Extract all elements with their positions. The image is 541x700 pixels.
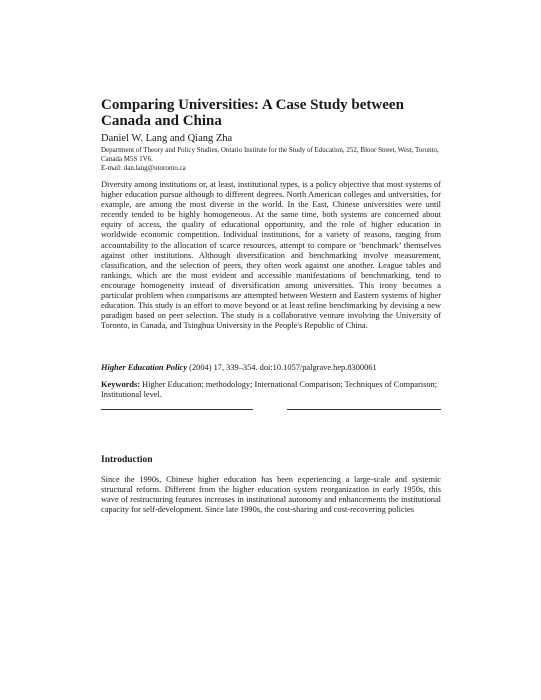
citation-details[interactable]: (2004) 17, 339–354. doi:10.1057/palgrave.hep.8300061 bbox=[189, 363, 377, 372]
keywords-label: Keywords: bbox=[101, 380, 141, 389]
authors: Daniel W. Lang and Qiang Zha bbox=[101, 133, 233, 144]
citation bbox=[101, 363, 441, 373]
affiliation-block bbox=[101, 146, 441, 173]
introduction-text: Since the 1990s, Chinese higher education has been experiencing a large-scale and systemic structural reform. Different from the higher education system reorganization in early 1950s, this wave of restructuring features increases in institutional autonomy and enhancements the institutional capacity for self-development. Since late 1990s, the cost-sharing and cost-recovering policies bbox=[101, 475, 441, 515]
keywords-text: Higher Education; methodology; International Comparison; Techniques of Comparison; Institutional level. bbox=[101, 380, 438, 400]
email-address[interactable]: E-mail: dan.lang@utoronto.ca bbox=[101, 164, 186, 172]
keywords bbox=[101, 380, 441, 400]
separator-right bbox=[287, 409, 441, 410]
separator-left bbox=[101, 409, 253, 410]
abstract: Diversity among institutions or, at least, institutional types, is a policy objective that most systems of higher education pursue although to different degrees. North American colleges and universities, for example, are among the most diverse in the world. In the East, Chinese universities were until recently tended to be highly homogeneous. At the same time, both systems are concerned about equity of access, the quality of educational opportunity, and the role of higher education in worldwide economic competition. Individual institutions, for a variety of reasons, ranging from accountability to the allocation of scarce resources, attempt to compare or ‘benchmark’ themselves against other institutions. Although diversification and benchmarking involve measurement, classification, and the selection of peers, they often work against one another. League tables and rankings, which are the most evident and accessible manifestations of benchmarking, tend to encourage homogeneity instead of diversification among universities. This irony becomes a particular problem when comparisons are attempted between Western and Eastern systems of higher education. This study is an effort to move beyond or at least refine benchmarking by devising a new paradigm based on peer selection. The study is a collaborative venture involving the University of Toronto, in Canada, and Tsinghua University in the People's Republic of China. bbox=[101, 180, 441, 331]
affiliation: Department of Theory and Policy Studies, Ontario Institute for the Study of Education, 252, Bloor Street, West, Toronto, Canada M5S 1V6. bbox=[101, 146, 439, 163]
journal-name: Higher Education Policy bbox=[101, 363, 188, 372]
article-title: Comparing Universities: A Case Study between Canada and China bbox=[101, 97, 404, 129]
section-heading-introduction: Introduction bbox=[101, 455, 153, 465]
